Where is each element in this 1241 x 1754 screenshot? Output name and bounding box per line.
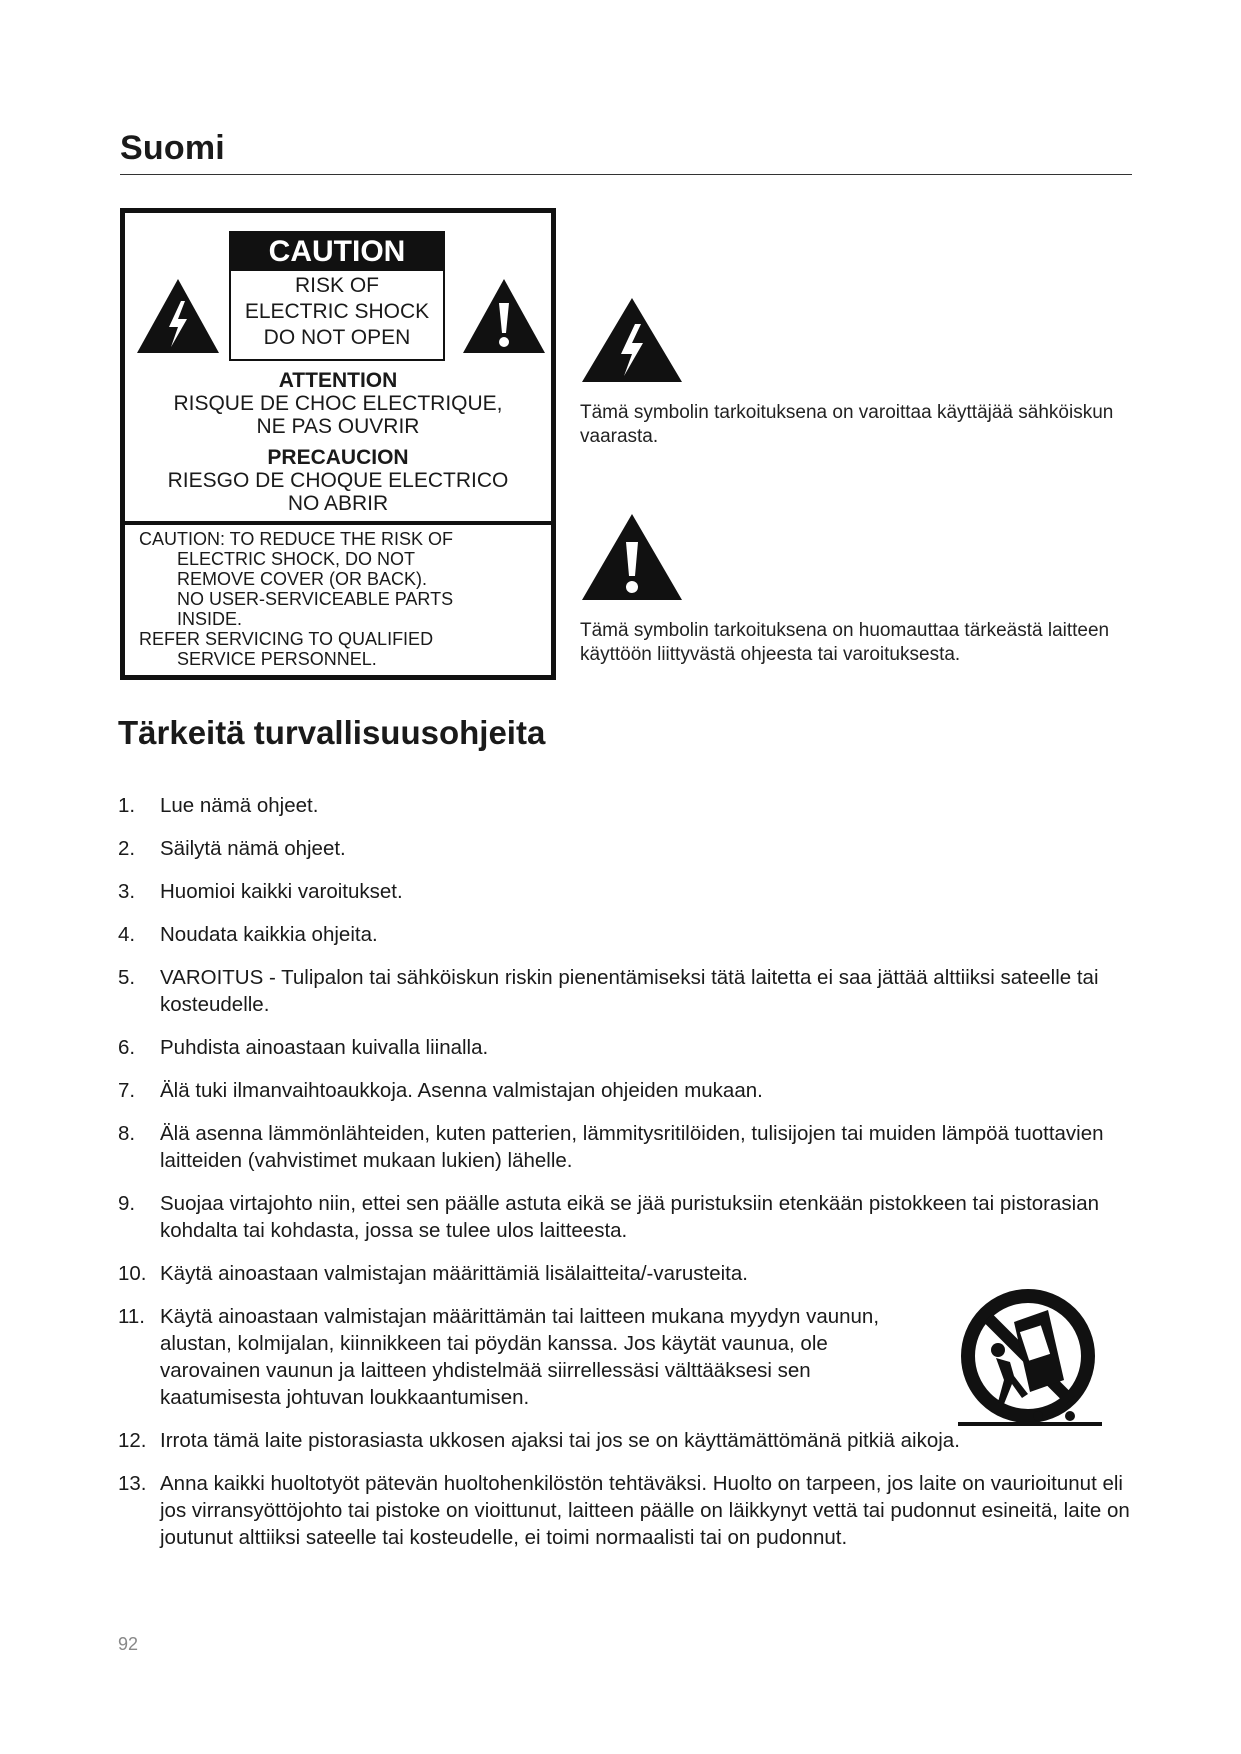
lightning-warning-icon (580, 296, 684, 384)
item-number: 8. (118, 1122, 136, 1145)
section-title: Tärkeitä turvallisuusohjeita (118, 714, 546, 751)
item-text: Irrota tämä laite pistorasiasta ukkosen ajaksi tai jos se on käyttämättömänä pitkiä aikoja. (160, 1429, 960, 1452)
spanish-heading: PRECAUCION (267, 446, 409, 469)
item-text: Anna kaikki huoltotyöt pätevän huoltohenkilöstön tehtäväksi. Huolto on tarpeen, jos laite on vaurioitunut eli jos virransyöttöjohto tai pistoke on vioittunut, laitteen päälle on läikkynyt vettä tai pudonnut esineitä, laite on joutunut alttiiksi sateelle tai kosteudelle, ei toimi normaalisti tai on pudonnut. (160, 1472, 1130, 1549)
caution-badge-line: ELECTRIC SHOCK (244, 300, 430, 323)
warning-line: CAUTION: TO REDUCE THE RISK OF (139, 529, 454, 549)
list-item (118, 1077, 1130, 1104)
list-item (118, 921, 1130, 948)
exclamation-symbol-explanation (580, 512, 1140, 667)
warning-line: NO USER-SERVICEABLE PARTS (177, 589, 454, 609)
item-number: 3. (118, 880, 136, 903)
exclamation-symbol-description: Tämä symbolin tarkoituksena on huomauttaa tärkeästä laitteen käyttöön liittyvästä ohjeesta tai varoituksesta. (580, 620, 1110, 665)
item-text: Noudata kaikkia ohjeita. (160, 923, 378, 946)
item-text: Suojaa virtajohto niin, ettei sen päälle astuta eikä se jää puristuksiin etenkään pistokkeen tai pistorasian kohdalta tai kohdasta, jossa se tulee ulos laitteesta. (160, 1192, 1100, 1242)
item-number: 12. (118, 1429, 147, 1452)
item-number: 7. (118, 1079, 136, 1102)
list-item (118, 1120, 1130, 1174)
item-text: VAROITUS - Tulipalon tai sähköiskun riskin pienentämiseksi tätä laitetta ei saa jättää alttiiksi sateelle tai kosteudelle. (160, 966, 1099, 1016)
spanish-line: RIESGO DE CHOQUE ELECTRICO (167, 469, 509, 492)
item-text: Huomioi kaikki varoitukset. (160, 880, 403, 903)
item-text: Älä asenna lämmönlähteiden, kuten patterien, lämmitysritilöiden, tulisijojen tai muiden lämpöä tuottavien laitteiden (vahvistimet mukaan lukien) lähelle. (160, 1122, 1104, 1172)
warning-line: REMOVE COVER (OR BACK). (177, 569, 428, 589)
warning-line: SERVICE PERSONNEL. (177, 649, 377, 669)
item-number: 4. (118, 923, 136, 946)
caution-spanish (125, 446, 551, 515)
warning-line: ELECTRIC SHOCK, DO NOT (177, 549, 416, 569)
list-item (118, 1260, 1130, 1287)
lightning-symbol-explanation (580, 296, 1140, 449)
page-title: Suomi (120, 129, 225, 167)
list-item (118, 835, 1130, 862)
item-text: Säilytä nämä ohjeet. (160, 837, 346, 860)
caution-heading: CAUTION (231, 233, 443, 271)
item-text: Lue nämä ohjeet. (160, 794, 319, 817)
item-number: 10. (118, 1262, 147, 1285)
caution-label (120, 208, 556, 680)
page-header (120, 126, 1132, 175)
item-text: Puhdista ainoastaan kuivalla liinalla. (160, 1036, 489, 1059)
french-line: RISQUE DE CHOC ELECTRIQUE, (173, 392, 503, 415)
caution-badge-line: RISK OF (294, 274, 379, 297)
item-number: 5. (118, 966, 136, 989)
caution-warning-text (139, 529, 539, 669)
list-item (118, 964, 1130, 1018)
cart-tip-over-warning-icon (952, 1288, 1112, 1438)
item-text: Käytä ainoastaan valmistajan määrittämän tai laitteen mukana myydyn vaunun, alustan, kolmijalan, kiinnikkeen tai pöydän kanssa. Jos käytät vaunua, ole varovainen vaunun ja laitteen yhdistelmää siirrellessäsi välttääksesi sen kaatumisesta johtuvan loukkaantumisen. (160, 1305, 880, 1409)
caution-french (125, 369, 551, 438)
item-number: 1. (118, 794, 136, 817)
item-number: 9. (118, 1192, 136, 1215)
list-item (118, 792, 1130, 819)
item-text: Älä tuki ilmanvaihtoaukkoja. Asenna valmistajan ohjeiden mukaan. (160, 1079, 763, 1102)
exclamation-warning-icon (461, 277, 547, 355)
list-item (118, 1470, 1130, 1551)
list-item (118, 1303, 920, 1411)
warning-line: INSIDE. (177, 609, 243, 629)
item-text: Käytä ainoastaan valmistajan määrittämiä lisälaitteita/-varusteita. (160, 1262, 748, 1285)
lightning-warning-icon (135, 277, 221, 355)
caution-badge (229, 231, 445, 361)
french-line: NE PAS OUVRIR (256, 415, 420, 438)
french-heading: ATTENTION (278, 369, 398, 392)
warning-line: REFER SERVICING TO QUALIFIED (139, 629, 434, 649)
spanish-line: NO ABRIR (287, 492, 389, 515)
list-item (118, 878, 1130, 905)
exclamation-warning-icon (580, 512, 684, 602)
list-item (118, 1190, 1130, 1244)
caution-label-top (125, 213, 551, 525)
item-number: 13. (118, 1472, 147, 1495)
page-number: 92 (118, 1634, 139, 1654)
list-item (118, 1034, 1130, 1061)
item-number: 2. (118, 837, 136, 860)
caution-badge-line: DO NOT OPEN (263, 326, 411, 349)
item-number: 11. (118, 1305, 145, 1328)
item-number: 6. (118, 1036, 136, 1059)
lightning-symbol-description: Tämä symbolin tarkoituksena on varoittaa käyttäjää sähköiskun vaarasta. (580, 402, 1114, 447)
